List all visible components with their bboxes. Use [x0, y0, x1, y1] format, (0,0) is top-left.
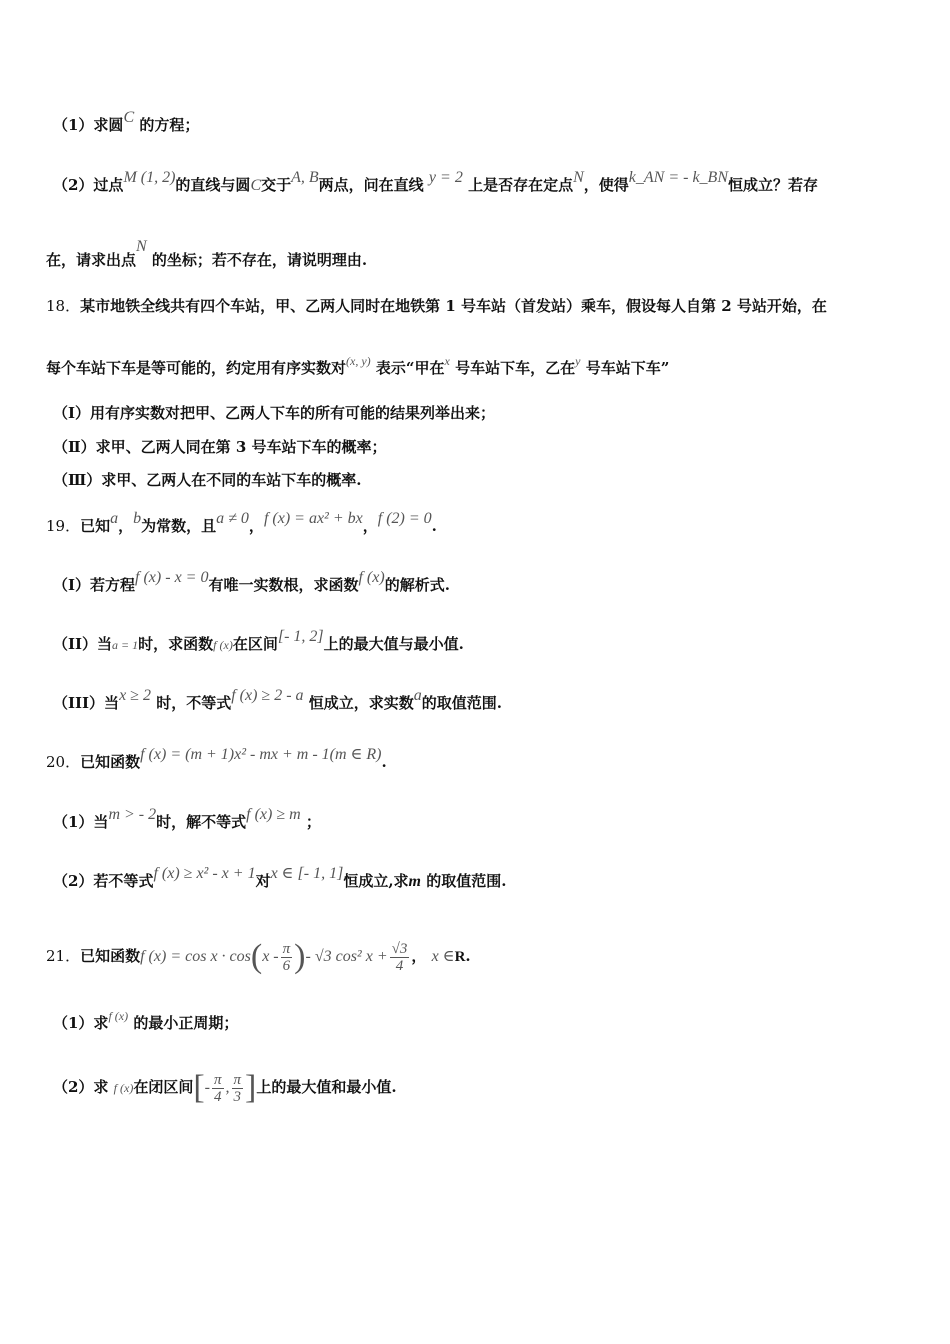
math-interval: [- 1, 2] [277, 628, 324, 645]
math-a: a [110, 510, 119, 527]
text: 对 [255, 872, 271, 890]
paren-close: ) [294, 938, 306, 975]
math-fx: f (x) [108, 1009, 129, 1023]
text: 在，请求出点 [46, 251, 137, 269]
math-f2: f (2) = 0 [377, 510, 432, 527]
text: 在闭区间 [133, 1078, 194, 1096]
q18-part2: （Ⅱ）求甲、乙两人同在第 3 号车站下车的概率； [53, 438, 387, 456]
text: 号车站下车” [585, 359, 670, 377]
text: 的取值范围. [421, 694, 502, 712]
text: ， [118, 517, 134, 535]
math-cos-term: - √3 cos² x + [305, 948, 388, 965]
math-x-minus: x - [262, 948, 279, 965]
math-C: C [123, 109, 135, 126]
text: ， [362, 517, 378, 535]
math-m: m [408, 873, 421, 890]
text: 在区间 [232, 635, 278, 653]
text: （2）求 [53, 1078, 109, 1096]
q18-part1: （Ⅰ）用有序实数对把甲、乙两人下车的所有可能的结果列举出来； [53, 404, 496, 422]
math-fx: f (x) [113, 1081, 134, 1095]
math-x-in: x ∈ [431, 948, 455, 965]
text: （2）若不等式 [53, 872, 154, 890]
text: 的解析式. [384, 576, 450, 594]
bracket-open: [ [193, 1069, 205, 1106]
q19-stem [46, 510, 437, 537]
q18-stem2 [46, 354, 670, 379]
math-fx: f (x) [213, 638, 233, 652]
text: （III）当 [53, 694, 120, 712]
q19-part1 [53, 569, 450, 596]
text: 时，求函数 [138, 635, 214, 653]
text: π [214, 1071, 222, 1088]
q20-part2 [53, 865, 507, 892]
math-x-geq: x ≥ 2 [119, 687, 151, 704]
text: 6 [282, 957, 291, 974]
math-ineq: f (x) ≥ 2 - a [231, 687, 304, 704]
q17-part2 [53, 169, 818, 196]
text: （I）若方程 [53, 576, 136, 594]
q21-stem [46, 931, 471, 981]
math-C: C [250, 177, 262, 194]
question-number: 19． [46, 517, 81, 535]
text: . [381, 753, 387, 771]
text: √3 [391, 940, 408, 957]
text: ， [411, 947, 427, 965]
text: 上的最大值与最小值. [323, 635, 464, 653]
question-number: 20． [46, 753, 81, 771]
text: （1）当 [53, 813, 109, 831]
text: 某市地铁全线共有四个车站，甲、乙两人同时在地铁第 1 号车站（首发站）乘车，假设每人自第 2 号站开始，在 [80, 297, 827, 315]
math-m-gt: m > - 2 [108, 806, 157, 823]
text: ； [305, 813, 321, 831]
math-fx: f (x) = (m + 1)x² - mx + m - 1(m ∈ R) [140, 746, 382, 763]
text: 两点，问在直线 [318, 176, 424, 194]
math-line: y = 2 [428, 169, 463, 186]
math-N: N [136, 238, 147, 255]
text: 时，解不等式 [156, 813, 247, 831]
text: 表示“甲在 [375, 359, 445, 377]
math-slope-eq: k_AN = - k_BN [628, 169, 728, 186]
fraction-pi-3 [232, 1072, 244, 1105]
text: 恒成立？若存 [727, 176, 818, 194]
fraction-pi-6 [281, 941, 293, 974]
math-y: y [575, 354, 581, 368]
text: 的坐标；若不存在，请说明理由. [151, 251, 368, 269]
math-point-M: M (1, 2) [123, 169, 176, 186]
q19-part2 [53, 628, 464, 655]
text: 交于 [261, 176, 292, 194]
text: ，使得 [583, 176, 629, 194]
math-x-in: x ∈ [- 1, 1] [270, 865, 344, 882]
paren-open: ( [250, 938, 263, 975]
text: ， [248, 517, 264, 535]
text: 4 [214, 1088, 222, 1105]
text: . [431, 517, 437, 535]
text: 有唯一实数根，求函数 [208, 576, 359, 594]
q21-part1 [53, 1009, 239, 1034]
math-a-eq: a = 1 [112, 638, 139, 652]
text: 的取值范围. [426, 872, 507, 890]
text: 的直线与圆 [175, 176, 251, 194]
q20-stem [46, 746, 387, 773]
bracket-close: ] [245, 1069, 257, 1106]
text: π [282, 940, 291, 957]
q17-part2-label: （2）过点 [53, 176, 124, 194]
text: π [233, 1071, 242, 1088]
math-R: R [454, 949, 466, 965]
math-ineq: f (x) ≥ m [246, 806, 301, 823]
text: 恒成立,求 [343, 872, 409, 890]
fraction-sqrt3-4 [390, 941, 410, 974]
fraction-pi-4 [212, 1072, 224, 1105]
question-number: 18． [46, 297, 81, 315]
math-minus: - [204, 1079, 210, 1096]
math-ineq: f (x) ≥ x² - x + 1 [153, 865, 256, 882]
text: 恒成立，求实数 [308, 694, 414, 712]
text: 上是否存在定点 [468, 176, 574, 194]
text: （1）求 [53, 1014, 109, 1032]
math-fx: f (x) [358, 569, 385, 586]
math-a: a [413, 687, 422, 704]
math-b: b [133, 510, 142, 527]
math-N: N [573, 169, 584, 186]
q18-part3: （Ⅲ）求甲、乙两人在不同的车站下车的概率. [53, 471, 362, 489]
text: 时，不等式 [156, 694, 232, 712]
text: 每个车站下车是等可能的，约定用有序实数对 [46, 359, 347, 377]
math-pair: (x, y) [346, 354, 371, 368]
text: 已知 [80, 517, 111, 535]
q17-part1-label: （1）求圆 [53, 116, 124, 134]
math-AB: A, B [291, 169, 319, 186]
q20-part1 [53, 806, 321, 833]
text: . [465, 947, 471, 965]
text: 上的最大值和最小值. [256, 1078, 397, 1096]
q18-stem1 [46, 296, 827, 316]
q21-part2: （2）求 f (x)在闭区间[- $\frac{\pi}{4}$ , $\frac{\pi}{3}$ ]上的最大值和最小值. [53, 1069, 397, 1106]
text: 的最小正周期； [133, 1014, 239, 1032]
q19-part3 [53, 687, 502, 714]
text: 已知函数 [80, 947, 141, 965]
q17-part2-cont [46, 238, 368, 271]
text: 已知函数 [80, 753, 141, 771]
math-eq: f (x) - x = 0 [135, 569, 209, 586]
math-a-neq: a ≠ 0 [216, 510, 249, 527]
math-x: x [444, 354, 450, 368]
text: 3 [233, 1088, 242, 1105]
text: （II）当 [53, 635, 113, 653]
text: 4 [395, 957, 404, 974]
math-fx: f (x) = ax² + bx [263, 510, 363, 527]
text: 号车站下车，乙在 [455, 359, 576, 377]
question-number: 21． [46, 947, 81, 965]
math-fx: f (x) = cos x · cos [140, 948, 251, 965]
q17-part1-tail: 的方程； [139, 116, 200, 134]
text: 为常数，且 [141, 517, 217, 535]
q17-part1 [53, 109, 200, 136]
